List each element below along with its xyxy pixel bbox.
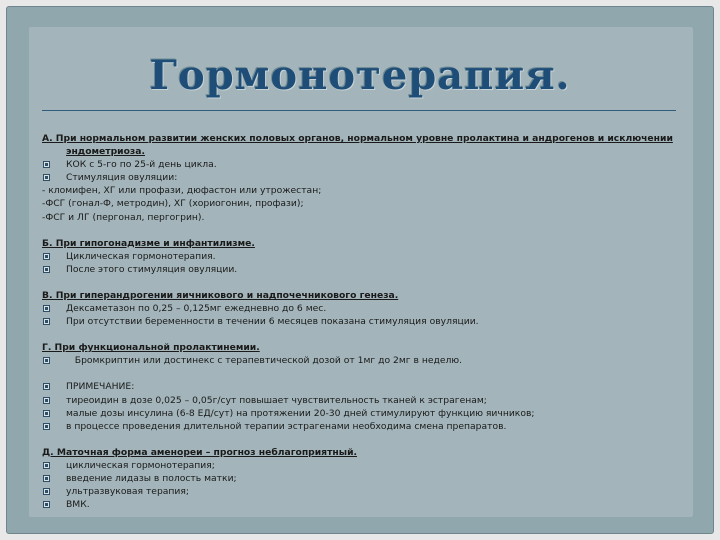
- square-bullet-icon: [43, 318, 50, 325]
- list-item: малые дозы инсулина (6-8 ЕД/сут) на протяжении 20-30 дней стимулируют функцию яичников;: [42, 407, 682, 420]
- section-a-heading: [42, 132, 682, 158]
- list-item: Стимуляция овуляции:: [42, 171, 682, 184]
- square-bullet-icon: [43, 383, 50, 390]
- section-a-heading-line1: А. При нормальном развитии женских половых органов, нормальном уровне пролактина и андрогенов и исключении: [42, 133, 673, 144]
- list-item: После этого стимуляция овуляции.: [42, 263, 682, 276]
- section-v-heading: В. При гиперандрогении яичникового и надпочечникового генеза.: [42, 289, 399, 301]
- square-bullet-icon: [43, 174, 50, 181]
- section-d-heading: Д. Маточная форма аменореи – прогноз неблагоприятный.: [42, 446, 357, 458]
- slide-content: [42, 132, 682, 511]
- section-a-heading-line2: эндометриоза.: [66, 146, 145, 158]
- text-line: -ФСГ и ЛГ (пергонал, пергогрин).: [42, 211, 205, 223]
- square-bullet-icon: [43, 475, 50, 482]
- list-item: КОК с 5-го по 25-й день цикла.: [42, 158, 682, 171]
- square-bullet-icon: [43, 462, 50, 469]
- section-b: [42, 237, 682, 276]
- text-line: - кломифен, ХГ или профази, дюфастон или утрожестан;: [42, 185, 322, 197]
- square-bullet-icon: [43, 501, 50, 508]
- list-item: ВМК.: [42, 498, 682, 511]
- square-bullet-icon: [43, 305, 50, 312]
- list-item: тиреоидин в дозе 0,025 – 0,05г/сут повышает чувствительность тканей к эстрагенам;: [42, 394, 682, 407]
- list-item: в процессе проведения длительной терапии эстрагенами необходима смена препаратов.: [42, 420, 682, 433]
- section-v: [42, 289, 682, 328]
- section-g-heading: Г. При функциональной пролактинемии.: [42, 342, 260, 354]
- square-bullet-icon: [43, 423, 50, 430]
- list-item: ультразвуковая терапия;: [42, 485, 682, 498]
- text-line: -ФСГ (гонал-Ф, метродин), ХГ (хориогонин, профази);: [42, 198, 304, 210]
- title-divider: [42, 110, 676, 111]
- section-a: [42, 132, 682, 224]
- section-b-heading: Б. При гипогонадизме и инфантилизме.: [42, 237, 255, 249]
- square-bullet-icon: [43, 266, 50, 273]
- square-bullet-icon: [43, 357, 50, 364]
- square-bullet-icon: [43, 488, 50, 495]
- list-item: циклическая гормонотерапия;: [42, 459, 682, 472]
- section-g: [42, 341, 682, 433]
- square-bullet-icon: [43, 410, 50, 417]
- list-item: При отсутствии беременности в течении 6 месяцев показана стимуляция овуляции.: [42, 315, 682, 328]
- slide-title: Гормонотерапия.: [149, 52, 571, 99]
- list-item: введение лидазы в полость матки;: [42, 472, 682, 485]
- list-item: Дексаметазон по 0,25 – 0,125мг ежедневно до 6 мес.: [42, 302, 682, 315]
- list-item: ПРИМЕЧАНИЕ:: [42, 380, 682, 393]
- square-bullet-icon: [43, 161, 50, 168]
- square-bullet-icon: [43, 253, 50, 260]
- square-bullet-icon: [43, 397, 50, 404]
- list-item: Циклическая гормонотерапия.: [42, 250, 682, 263]
- list-item: Бромкриптин или достинекс с терапевтической дозой от 1мг до 2мг в неделю.: [42, 354, 682, 367]
- section-d: [42, 446, 682, 511]
- spacer: [42, 367, 682, 380]
